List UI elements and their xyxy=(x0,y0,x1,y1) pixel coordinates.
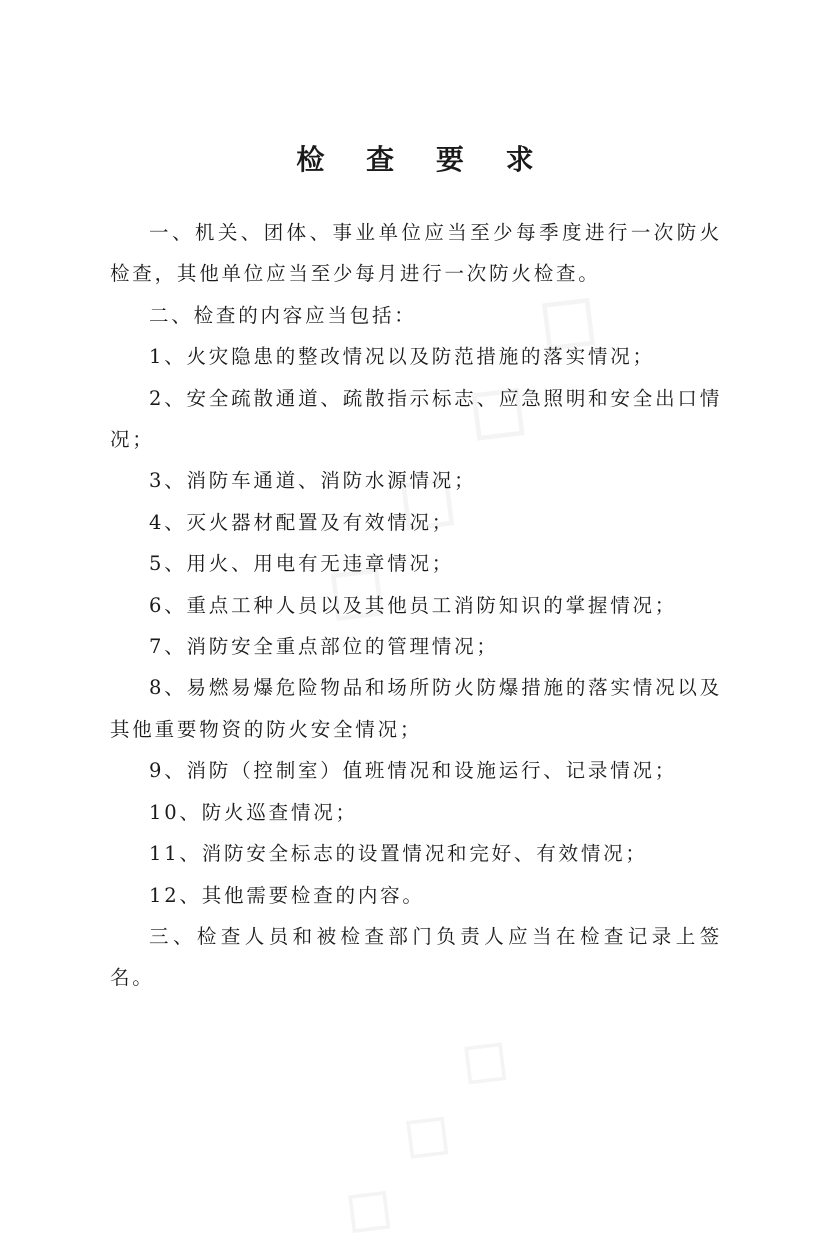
list-item: 8、易燃易爆危险物品和场所防火防爆措施的落实情况以及其他重要物资的防火安全情况； xyxy=(110,676,722,741)
list-item: 1、火灾隐患的整改情况以及防范措施的落实情况； xyxy=(149,345,655,369)
list-item: 12、其他需要检查的内容。 xyxy=(149,883,425,907)
list-item: 7、消防安全重点部位的管理情况； xyxy=(149,635,499,659)
paragraph: 三、检查人员和被检查部门负责人应当在检查记录上签名。 xyxy=(110,924,722,990)
paragraph: 二、检查的内容应当包括： xyxy=(149,303,417,327)
watermark xyxy=(316,1007,535,1255)
paragraph: 一、机关、团体、事业单位应当至少每季度进行一次防火检查，其他单位应当至少每月进行一次防火检查。 xyxy=(110,221,722,286)
list-item: 3、消防车通道、消防水源情况； xyxy=(149,469,477,493)
list-item: 4、灭火器材配置及有效情况； xyxy=(149,510,455,534)
list-item: 10、防火巡查情况； xyxy=(149,800,358,824)
page-title: 检 查 要 求 xyxy=(296,142,550,176)
list-item: 9、消防（控制室）值班情况和设施运行、记录情况； xyxy=(149,759,678,783)
list-item: 2、安全疏散通道、疏散指示标志、应急照明和安全出口情况； xyxy=(110,386,722,452)
document-body xyxy=(110,212,722,999)
list-item: 5、用火、用电有无违章情况； xyxy=(149,552,455,576)
list-item: 6、重点工种人员以及其他员工消防知识的掌握情况； xyxy=(149,593,678,617)
list-item: 11、消防安全标志的设置情况和完好、有效情况； xyxy=(149,842,648,866)
